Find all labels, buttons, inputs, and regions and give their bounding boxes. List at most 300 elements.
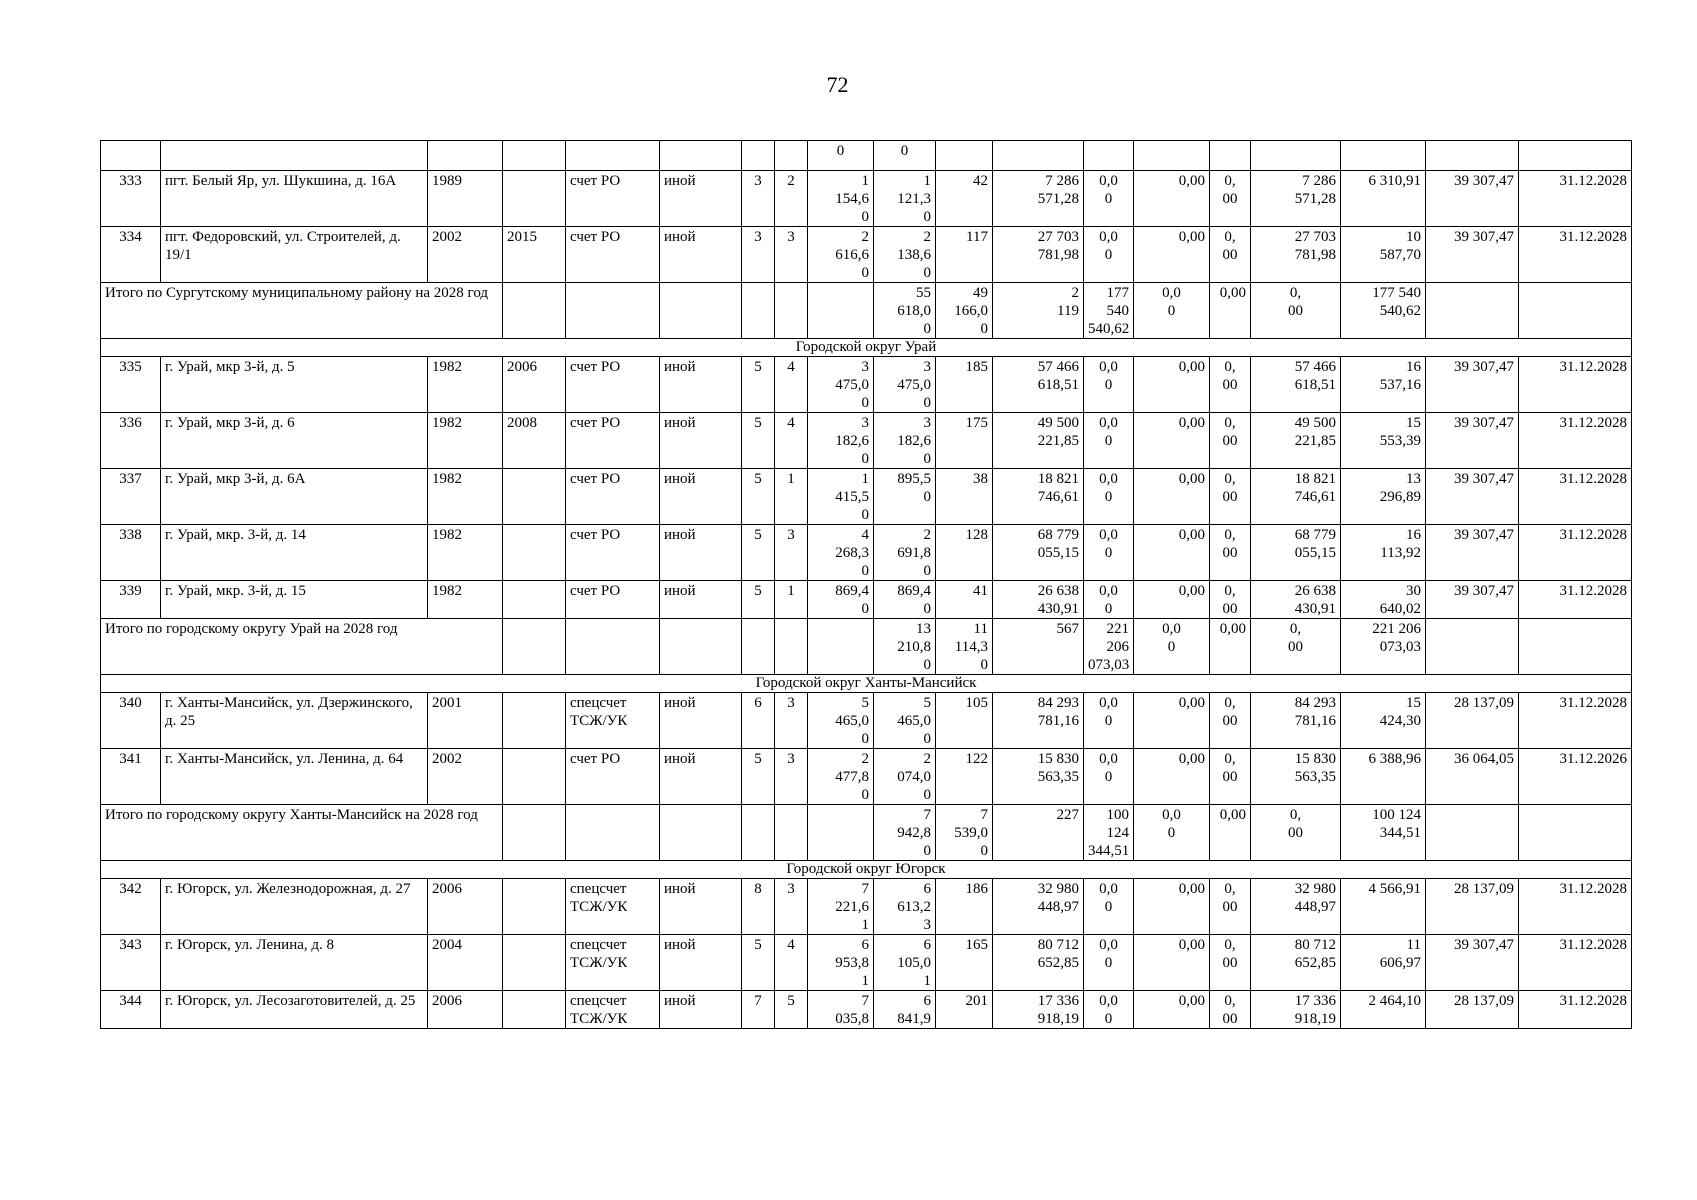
cell-fund-a: 0,0 0 [1134,805,1210,861]
cell-area-total: 3 182,6 0 [808,413,874,469]
cell-fund-a: 0,0 0 [1134,619,1210,675]
cell-fund-b: 0,00 [1134,357,1210,413]
cell-cost-specific: 6 310,91 [1341,171,1426,227]
table-row [101,469,1632,525]
cell-address: г. Урай, мкр. 3-й, д. 15 [161,581,428,619]
cell-number: 336 [101,413,161,469]
cell-cost-total: 221 206 073,03 [1084,619,1134,675]
table-row [101,693,1632,749]
cell-material: иной [660,935,742,991]
cell-address: г. Урай, мкр. 3-й, д. 14 [161,525,428,581]
cell-year-repair [503,525,566,581]
cell-fund-c: 0, 00 [1210,171,1251,227]
cell-area-total: 4 268,3 0 [808,525,874,581]
cell-fund-b: 0,00 [1134,581,1210,619]
cell-cost-total: 68 779 055,15 [993,525,1084,581]
cell-floors: 5 [742,525,775,581]
cell-address: г. Урай, мкр 3-й, д. 6 [161,413,428,469]
cell-area-total: 55 618,0 0 [874,283,936,339]
empty-cell [566,619,660,675]
cell-fund-c: 0, 00 [1210,227,1251,283]
cell-fund-owners: 49 500 221,85 [1251,413,1341,469]
section-header-row [101,339,1632,357]
cell-entrances: 1 [775,581,808,619]
cell-number: 334 [101,227,161,283]
cell-entrances: 1 [775,469,808,525]
cell-area-total: 0 [808,141,874,171]
empty-cell [1519,805,1632,861]
cell-entrances: 4 [775,935,808,991]
cell-fund-owners: 27 703 781,98 [1251,227,1341,283]
cell-fund-a: 0,0 0 [1084,991,1134,1029]
cell-fund-c: 0, 00 [1251,805,1341,861]
cell-entrances: 5 [775,991,808,1029]
cell-area-living: 11 114,3 0 [936,619,993,675]
cell-material: иной [660,171,742,227]
cell-cost-specific: 15 553,39 [1341,413,1426,469]
cell-cost-limit: 39 307,47 [1426,171,1519,227]
cell-entrances: 3 [775,693,808,749]
cell-residents: 227 [993,805,1084,861]
cell-fund-owners: 7 286 571,28 [1251,171,1341,227]
cell-deadline: 31.12.2028 [1519,413,1632,469]
cell-fund-type: счет РО [566,469,660,525]
cell-cost-total: 17 336 918,19 [993,991,1084,1029]
cell-year-built: 2006 [428,991,503,1029]
cell-fund-c: 0, 00 [1210,935,1251,991]
cell-year-built: 1982 [428,357,503,413]
cell-cost-limit: 39 307,47 [1426,413,1519,469]
cell-residents: 567 [993,619,1084,675]
cell-year-repair [503,693,566,749]
cell-floors: 5 [742,469,775,525]
cell-area-total: 13 210,8 0 [874,619,936,675]
cell-fund-owners: 18 821 746,61 [1251,469,1341,525]
section-header-row [101,861,1632,879]
cell-year-repair [503,581,566,619]
cell-material: иной [660,469,742,525]
cell-number: 340 [101,693,161,749]
total-row [101,283,1632,339]
cell-number: 335 [101,357,161,413]
cell-number: 339 [101,581,161,619]
cell-cost-specific: 6 388,96 [1341,749,1426,805]
cell-year-repair: 2008 [503,413,566,469]
cell-fund-b: 0,00 [1134,227,1210,283]
cell-cost-specific: 10 587,70 [1341,227,1426,283]
cell-fund-a: 0,0 0 [1084,227,1134,283]
cell-fund-owners: 26 638 430,91 [1251,581,1341,619]
cell-area-living: 6 613,2 3 [874,879,936,935]
cell-address: г. Югорск, ул. Железнодорожная, д. 27 [161,879,428,935]
cell-fund-a: 0,0 0 [1084,469,1134,525]
cell-year-repair [503,991,566,1029]
empty-cell [503,805,566,861]
cell-cost-specific: 16 537,16 [1341,357,1426,413]
cell-number: 343 [101,935,161,991]
cell-address: г. Урай, мкр 3-й, д. 5 [161,357,428,413]
cell-cost-total: 32 980 448,97 [993,879,1084,935]
empty-cell [1426,619,1519,675]
cell-material: иной [660,525,742,581]
cell-address: г. Югорск, ул. Ленина, д. 8 [161,935,428,991]
continuation-row [101,141,1632,171]
cell-fund-a: 0,0 0 [1084,413,1134,469]
cell-material: иной [660,227,742,283]
cell-cost-total: 26 638 430,91 [993,581,1084,619]
cell-number: 337 [101,469,161,525]
cell-deadline: 31.12.2028 [1519,171,1632,227]
cell-cost-total: 84 293 781,16 [993,693,1084,749]
cell-area-living: 1 121,3 0 [874,171,936,227]
cell-floors: 7 [742,991,775,1029]
cell-fund-b: 0,00 [1134,171,1210,227]
cell-area-total: 1 415,5 0 [808,469,874,525]
cell-material: иной [660,357,742,413]
cell-fund-owners: 177 540 540,62 [1341,283,1426,339]
empty-cell [775,619,808,675]
cell-fund-c: 0, 00 [1210,693,1251,749]
table-row [101,525,1632,581]
cell-deadline: 31.12.2028 [1519,693,1632,749]
total-row [101,805,1632,861]
cell-fund-a: 0,0 0 [1084,935,1134,991]
cell-area-living: 0 [874,141,936,171]
cell-fund-a: 0,0 0 [1084,693,1134,749]
cell-address: г. Югорск, ул. Лесозаготовителей, д. 25 [161,991,428,1029]
cell-year-built: 1982 [428,525,503,581]
empty-cell [775,805,808,861]
cell-cost-limit: 39 307,47 [1426,469,1519,525]
cell-material: иной [660,879,742,935]
cell-year-repair: 2015 [503,227,566,283]
cell-cost-limit: 28 137,09 [1426,693,1519,749]
cell-cost-total: 80 712 652,85 [993,935,1084,991]
cell-fund-a: 0,0 0 [1134,283,1210,339]
cell-fund-b: 0,00 [1134,879,1210,935]
cell-deadline: 31.12.2028 [1519,469,1632,525]
page-number: 72 [826,72,849,97]
cell-fund-owners: 17 336 918,19 [1251,991,1341,1029]
cell-cost-total: 49 500 221,85 [993,413,1084,469]
cell-area-total: 2 616,6 0 [808,227,874,283]
cell-address: г. Ханты-Мансийск, ул. Дзержинского, д. 25 [161,693,428,749]
cell-area-total: 7 221,6 1 [808,879,874,935]
cell-fund-b: 0,00 [1134,469,1210,525]
cell-area-total: 7 942,8 0 [874,805,936,861]
cell-number: 344 [101,991,161,1029]
cell-floors: 5 [742,413,775,469]
cell-cost-total: 57 466 618,51 [993,357,1084,413]
cell-material: иной [660,693,742,749]
cell-cost-specific: 15 424,30 [1341,693,1426,749]
cell-fund-b: 0,00 [1210,283,1251,339]
cell-fund-type: счет РО [566,227,660,283]
cell-material: иной [660,413,742,469]
empty-cell [566,283,660,339]
cell-residents: 185 [936,357,993,413]
cell-fund-type: счет РО [566,357,660,413]
cell-area-living: 7 539,0 0 [936,805,993,861]
cell-area-living: 2 691,8 0 [874,525,936,581]
cell-fund-owners: 15 830 563,35 [1251,749,1341,805]
cell-area-living: 3 182,6 0 [874,413,936,469]
cell-area-living: 6 841,9 [874,991,936,1029]
cell-address: г. Урай, мкр 3-й, д. 6А [161,469,428,525]
empty-cell [660,283,742,339]
empty-cell [566,805,660,861]
cell-fund-type: счет РО [566,413,660,469]
cell-year-repair [503,749,566,805]
cell-fund-a: 0,0 0 [1084,171,1134,227]
empty-cell [775,283,808,339]
cell-area-total: 2 477,8 0 [808,749,874,805]
cell-floors: 8 [742,879,775,935]
cell-fund-owners: 84 293 781,16 [1251,693,1341,749]
empty-cell [742,283,775,339]
cell-fund-c: 0, 00 [1210,525,1251,581]
cell-fund-owners: 80 712 652,85 [1251,935,1341,991]
cell-floors: 5 [742,935,775,991]
table-row [101,749,1632,805]
cell-area-living: 5 465,0 0 [874,693,936,749]
empty-cell [503,619,566,675]
cell-fund-owners: 100 124 344,51 [1341,805,1426,861]
cell-residents: 2 119 [993,283,1084,339]
cell-deadline: 31.12.2028 [1519,879,1632,935]
cell-number: 341 [101,749,161,805]
table-row [101,357,1632,413]
cell-fund-a: 0,0 0 [1084,749,1134,805]
cell-year-built: 2004 [428,935,503,991]
cell-fund-b: 0,00 [1210,619,1251,675]
cell-deadline: 31.12.2028 [1519,357,1632,413]
empty-cell [660,805,742,861]
total-label: Итого по Сургутскому муниципальному району на 2028 год [101,283,503,339]
cell-cost-limit: 28 137,09 [1426,991,1519,1029]
cell-fund-c: 0, 00 [1210,357,1251,413]
cell-cost-total: 7 286 571,28 [993,171,1084,227]
cell-residents: 105 [936,693,993,749]
total-label: Итого по городскому округу Урай на 2028 год [101,619,503,675]
cell-material: иной [660,749,742,805]
cell-number: 333 [101,171,161,227]
cell-fund-c: 0, 00 [1210,879,1251,935]
cell-cost-limit: 28 137,09 [1426,879,1519,935]
cell-year-repair [503,469,566,525]
cell-fund-c: 0, 00 [1210,413,1251,469]
cell-area-total: 869,4 0 [808,581,874,619]
cell-year-built: 2006 [428,879,503,935]
cell-residents: 38 [936,469,993,525]
cell-fund-c: 0, 00 [1251,619,1341,675]
total-row [101,619,1632,675]
empty-cell [503,283,566,339]
cell-floors: 3 [742,171,775,227]
empty-cell [808,619,874,675]
cell-area-living: 49 166,0 0 [936,283,993,339]
section-title: Городской округ Урай [101,339,1632,357]
cell-fund-c: 0, 00 [1210,581,1251,619]
table-row [101,227,1632,283]
cell-fund-owners: 57 466 618,51 [1251,357,1341,413]
cell-fund-c: 0, 00 [1210,749,1251,805]
cell-address: пгт. Федоровский, ул. Строителей, д. 19/1 [161,227,428,283]
cell-cost-total: 100 124 344,51 [1084,805,1134,861]
cell-cost-total: 18 821 746,61 [993,469,1084,525]
cell-year-built: 2002 [428,227,503,283]
empty-cell [1519,619,1632,675]
section-header-row [101,675,1632,693]
cell-area-total: 1 154,6 0 [808,171,874,227]
cell-fund-b: 0,00 [1210,805,1251,861]
cell-fund-a: 0,0 0 [1084,581,1134,619]
cell-residents: 128 [936,525,993,581]
cell-area-living: 2 138,6 0 [874,227,936,283]
cell-deadline: 31.12.2028 [1519,525,1632,581]
section-title: Городской округ Ханты-Мансийск [101,675,1632,693]
table-row [101,879,1632,935]
capital-repair-table [100,140,1632,1029]
cell-entrances: 4 [775,357,808,413]
table-row [101,991,1632,1029]
total-label: Итого по городскому округу Ханты-Мансийск на 2028 год [101,805,503,861]
cell-number: 338 [101,525,161,581]
cell-year-built: 2001 [428,693,503,749]
cell-cost-limit: 39 307,47 [1426,581,1519,619]
cell-cost-specific: 16 113,92 [1341,525,1426,581]
cell-cost-specific: 13 296,89 [1341,469,1426,525]
cell-fund-c: 0, 00 [1210,991,1251,1029]
cell-material: иной [660,581,742,619]
cell-fund-owners: 68 779 055,15 [1251,525,1341,581]
cell-floors: 3 [742,227,775,283]
cell-address: г. Ханты-Мансийск, ул. Ленина, д. 64 [161,749,428,805]
empty-cell [742,805,775,861]
cell-cost-total: 27 703 781,98 [993,227,1084,283]
cell-fund-type: счет РО [566,749,660,805]
empty-cell [1426,805,1519,861]
cell-cost-limit: 36 064,05 [1426,749,1519,805]
cell-fund-c: 0, 00 [1210,469,1251,525]
cell-floors: 5 [742,581,775,619]
cell-entrances: 4 [775,413,808,469]
cell-residents: 175 [936,413,993,469]
cell-year-built: 1982 [428,413,503,469]
cell-deadline: 31.12.2028 [1519,935,1632,991]
cell-cost-limit: 39 307,47 [1426,357,1519,413]
cell-cost-total: 177 540 540,62 [1084,283,1134,339]
cell-fund-a: 0,0 0 [1084,357,1134,413]
cell-entrances: 3 [775,227,808,283]
table-row [101,413,1632,469]
cell-entrances: 3 [775,749,808,805]
cell-area-total: 3 475,0 0 [808,357,874,413]
empty-cell [1519,283,1632,339]
empty-cell [742,619,775,675]
table-row [101,935,1632,991]
cell-deadline: 31.12.2026 [1519,749,1632,805]
cell-entrances: 3 [775,525,808,581]
cell-year-repair [503,879,566,935]
cell-cost-total: 15 830 563,35 [993,749,1084,805]
cell-year-built: 1982 [428,581,503,619]
section-title: Городской округ Югорск [101,861,1632,879]
cell-address: пгт. Белый Яр, ул. Шукшина, д. 16А [161,171,428,227]
cell-area-living: 6 105,0 1 [874,935,936,991]
cell-year-built: 2002 [428,749,503,805]
cell-fund-b: 0,00 [1134,991,1210,1029]
cell-floors: 6 [742,693,775,749]
cell-cost-limit: 39 307,47 [1426,935,1519,991]
cell-fund-a: 0,0 0 [1084,879,1134,935]
cell-fund-type: спецсчет ТСЖ/УК [566,991,660,1029]
cell-residents: 41 [936,581,993,619]
cell-cost-specific: 11 606,97 [1341,935,1426,991]
cell-fund-owners: 32 980 448,97 [1251,879,1341,935]
empty-cell [1426,283,1519,339]
cell-area-living: 2 074,0 0 [874,749,936,805]
cell-cost-limit: 39 307,47 [1426,227,1519,283]
cell-fund-type: спецсчет ТСЖ/УК [566,693,660,749]
cell-fund-type: счет РО [566,525,660,581]
cell-fund-type: спецсчет ТСЖ/УК [566,935,660,991]
cell-fund-type: счет РО [566,581,660,619]
empty-cell [808,283,874,339]
cell-year-repair [503,171,566,227]
cell-fund-owners: 221 206 073,03 [1341,619,1426,675]
cell-area-living: 3 475,0 0 [874,357,936,413]
cell-year-built: 1989 [428,171,503,227]
cell-residents: 122 [936,749,993,805]
cell-fund-a: 0,0 0 [1084,525,1134,581]
cell-area-total: 6 953,8 1 [808,935,874,991]
empty-cell [660,619,742,675]
cell-year-repair: 2006 [503,357,566,413]
cell-cost-specific: 2 464,10 [1341,991,1426,1029]
cell-fund-type: спецсчет ТСЖ/УК [566,879,660,935]
cell-entrances: 3 [775,879,808,935]
empty-cell [808,805,874,861]
cell-fund-b: 0,00 [1134,693,1210,749]
cell-material: иной [660,991,742,1029]
cell-residents: 117 [936,227,993,283]
cell-fund-type: счет РО [566,171,660,227]
cell-residents: 186 [936,879,993,935]
cell-deadline: 31.12.2028 [1519,581,1632,619]
table-row [101,581,1632,619]
cell-fund-b: 0,00 [1134,749,1210,805]
cell-floors: 5 [742,357,775,413]
cell-deadline: 31.12.2028 [1519,991,1632,1029]
cell-year-repair [503,935,566,991]
cell-residents: 201 [936,991,993,1029]
cell-fund-c: 0, 00 [1251,283,1341,339]
cell-deadline: 31.12.2028 [1519,227,1632,283]
cell-floors: 5 [742,749,775,805]
cell-area-total: 5 465,0 0 [808,693,874,749]
table-row [101,171,1632,227]
cell-cost-specific: 30 640,02 [1341,581,1426,619]
cell-number: 342 [101,879,161,935]
cell-fund-b: 0,00 [1134,413,1210,469]
cell-fund-b: 0,00 [1134,935,1210,991]
cell-entrances: 2 [775,171,808,227]
cell-fund-b: 0,00 [1134,525,1210,581]
cell-area-living: 869,4 0 [874,581,936,619]
cell-cost-specific: 4 566,91 [1341,879,1426,935]
cell-residents: 42 [936,171,993,227]
